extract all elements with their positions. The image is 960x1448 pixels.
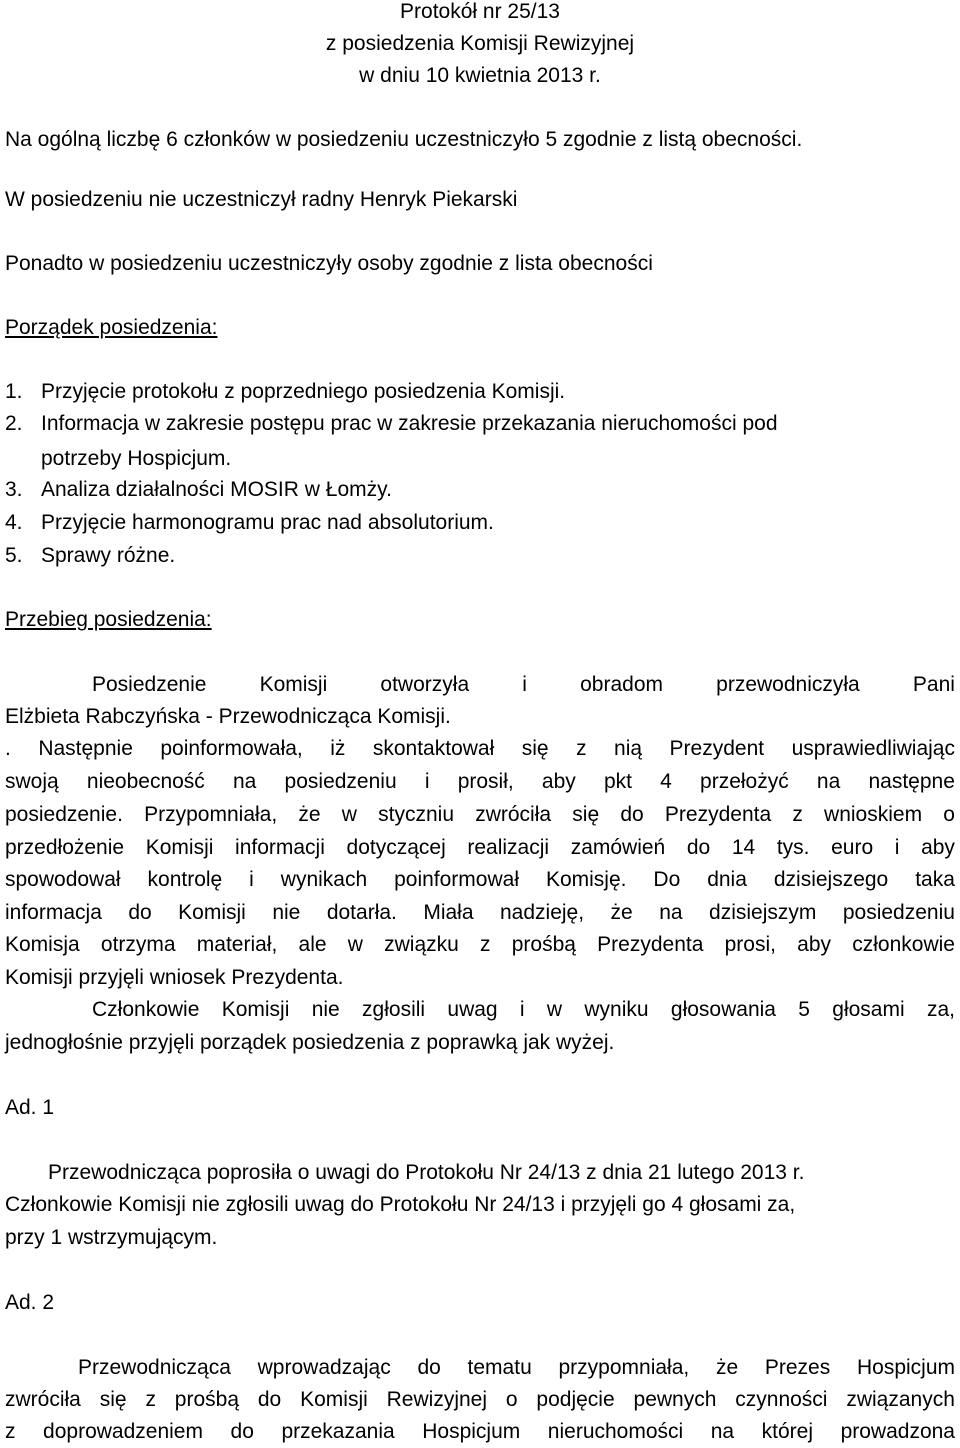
word: informacji — [235, 836, 325, 859]
word: spowodował — [5, 868, 121, 891]
word: z — [792, 803, 803, 826]
word: Prezydenta — [597, 933, 704, 956]
word: dotyczącej — [346, 836, 446, 859]
word: dzisiejszego — [773, 868, 889, 891]
word: na — [659, 901, 683, 924]
word: do — [417, 1356, 441, 1379]
word: prowadzona — [840, 1420, 955, 1443]
word: aby — [921, 836, 955, 859]
word: przełożyć — [700, 770, 789, 793]
word: i — [424, 770, 430, 793]
word: przedłożenie — [5, 836, 125, 859]
word: Przewodnicząca — [78, 1356, 231, 1379]
word: o — [943, 803, 955, 826]
word: nadzieję, — [500, 901, 585, 924]
word: posiedzeniu — [842, 901, 955, 924]
word: zgłosili — [362, 998, 426, 1021]
word: na — [233, 770, 257, 793]
word: z — [480, 933, 491, 956]
proceedings-heading: Przebieg posiedzenia: — [5, 608, 212, 631]
protocol-date: w dniu 10 kwietnia 2013 r. — [359, 64, 601, 87]
word: i — [519, 998, 525, 1021]
word: dzisiejszym — [709, 901, 817, 924]
word: tys. — [776, 836, 810, 859]
paragraph-line — [92, 998, 955, 1022]
word: wynikach — [280, 868, 368, 891]
word: Komisji — [300, 1388, 368, 1411]
agenda-item — [5, 412, 955, 436]
word: Posiedzenie — [92, 673, 207, 696]
word: się — [99, 1388, 127, 1411]
word: iż — [330, 737, 346, 760]
word: Komisji — [221, 998, 290, 1021]
word: Prezydenta — [664, 803, 772, 826]
word: tematu — [467, 1356, 532, 1379]
word: Przypomniała, — [144, 803, 278, 826]
word: Następnie — [38, 737, 133, 760]
word: Komisja — [5, 933, 80, 956]
word: Członkowie — [92, 998, 200, 1021]
word: się — [572, 803, 600, 826]
word: zwróciła — [5, 1388, 81, 1411]
word: głosami — [832, 998, 905, 1021]
word: przewodniczyła — [716, 673, 860, 696]
word: do — [620, 803, 644, 826]
agenda-item — [5, 511, 955, 535]
word: do — [257, 1388, 282, 1411]
paragraph-line — [5, 868, 955, 892]
section-heading-ad2: Ad. 2 — [5, 1291, 55, 1314]
word: podjęcie — [536, 1388, 615, 1411]
word: otrzyma — [100, 933, 176, 956]
word: zamówień — [570, 836, 666, 859]
paragraph-line: przy 1 wstrzymującym. — [5, 1226, 218, 1249]
word: na — [816, 770, 841, 793]
paragraph-line: jednogłośnie przyjęli porządek posiedzenia z poprawką jak wyżej. — [5, 1031, 615, 1054]
agenda-item-text: Informacja w zakresie postępu prac w zakresie przekazania nieruchomości pod — [41, 412, 778, 435]
word: za, — [926, 998, 955, 1021]
word: nią — [614, 737, 643, 760]
word: z — [5, 1420, 16, 1443]
word: Prezydent — [669, 737, 765, 760]
paragraph-line — [5, 770, 955, 794]
agenda-item — [5, 544, 955, 568]
word: kontrolę — [147, 868, 223, 891]
attendance-count: Na ogólną liczbę 6 członków w posiedzeniu uczestniczyło 5 zgodnie z listą obecności. — [5, 128, 803, 151]
word: Miała — [423, 901, 474, 924]
word: prosi, — [724, 933, 776, 956]
word: przypomniała, — [558, 1356, 690, 1379]
word: i — [249, 868, 254, 891]
word: obradom — [580, 673, 663, 696]
word: styczniu — [378, 803, 455, 826]
word: związku — [384, 933, 459, 956]
word: nieobecność — [86, 770, 205, 793]
word: aby — [797, 933, 832, 956]
word: 5 — [798, 998, 810, 1021]
word: aby — [541, 770, 576, 793]
word: . — [5, 737, 11, 760]
word: Prezes — [764, 1356, 831, 1379]
word: z — [576, 737, 587, 760]
word: dotarła. — [326, 901, 397, 924]
word: i — [894, 836, 900, 859]
word: nie — [272, 901, 301, 924]
word: głosowania — [670, 998, 776, 1021]
word: nie — [311, 998, 340, 1021]
word: i — [522, 673, 527, 696]
word: nieruchomości — [547, 1420, 684, 1443]
word: otworzyła — [380, 673, 470, 696]
agenda-item-number: 1. — [5, 380, 23, 403]
word: swoją — [5, 770, 59, 793]
paragraph-line — [5, 901, 955, 925]
protocol-title: Protokół nr 25/13 — [400, 0, 560, 23]
word: się — [521, 737, 549, 760]
word: informacja — [5, 901, 102, 924]
word: doprowadzeniem — [43, 1420, 203, 1443]
word: prośbą — [511, 933, 576, 956]
word: z — [145, 1388, 156, 1411]
agenda-item-number: 4. — [5, 511, 23, 534]
word: taka — [915, 868, 955, 891]
paragraph-line: Członkowie Komisji nie zgłosili uwag do Protokołu Nr 24/13 i przyjęli go 4 głosami za, — [5, 1193, 796, 1216]
word: czynności — [735, 1388, 828, 1411]
word: na — [710, 1420, 735, 1443]
agenda-item-number: 2. — [5, 412, 23, 435]
word: pewnych — [633, 1388, 717, 1411]
word: Komisji — [259, 673, 328, 696]
word: przekazania — [281, 1420, 395, 1443]
word: prosił, — [457, 770, 514, 793]
agenda-item-text: Sprawy różne. — [41, 544, 176, 567]
word: o — [505, 1388, 518, 1411]
agenda-item — [5, 380, 955, 404]
word: w — [347, 933, 363, 956]
word: Pani — [912, 673, 955, 696]
paragraph-line — [5, 933, 955, 957]
word: że — [715, 1356, 739, 1379]
word: do — [128, 901, 152, 924]
word: prośbą — [174, 1388, 240, 1411]
word: uwag — [447, 998, 498, 1021]
word: Hospicjum — [422, 1420, 521, 1443]
word: do — [686, 836, 711, 859]
agenda-item-continuation: potrzeby Hospicjum. — [41, 447, 232, 470]
word: wnioskiem — [824, 803, 923, 826]
agenda-item-text: Analiza działalności MOSIR w Łomży. — [41, 478, 392, 501]
word: wprowadzając — [257, 1356, 391, 1379]
word: członkowie — [852, 933, 955, 956]
agenda-item — [5, 478, 955, 502]
word: wyniku — [584, 998, 649, 1021]
word: poinformował — [394, 868, 519, 891]
word: dnia — [707, 868, 747, 891]
paragraph-line: Komisji przyjęli wniosek Prezydenta. — [5, 966, 344, 989]
word: że — [298, 803, 321, 826]
word: posiedzenie. — [5, 803, 123, 826]
protocol-subtitle: z posiedzenia Komisji Rewizyjnej — [325, 32, 635, 55]
paragraph-line: Elżbieta Rabczyńska - Przewodnicząca Komisji. — [5, 705, 451, 728]
word: że — [610, 901, 633, 924]
word: materiał, — [196, 933, 278, 956]
absent-member: W posiedzeniu nie uczestniczył radny Henryk Piekarski — [5, 188, 518, 211]
paragraph-line — [5, 1420, 955, 1444]
section-heading-ad1: Ad. 1 — [5, 1096, 55, 1119]
other-attendees: Ponadto w posiedzeniu uczestniczyły osoby zgodnie z lista obecności — [5, 252, 653, 275]
agenda-item-text: Przyjęcie harmonogramu prac nad absolutorium. — [41, 511, 494, 534]
agenda-item-number: 3. — [5, 478, 23, 501]
word: zwróciła — [475, 803, 552, 826]
word: posiedzeniu — [284, 770, 397, 793]
word: skontaktował — [372, 737, 495, 760]
word: usprawiedliwiając — [791, 737, 955, 760]
paragraph-line — [92, 673, 955, 697]
word: Rewizyjnej — [386, 1388, 488, 1411]
word: 14 — [731, 836, 756, 859]
word: Hospicjum — [856, 1356, 955, 1379]
word: następne — [868, 770, 955, 793]
word: realizacji — [467, 836, 550, 859]
word: której — [761, 1420, 814, 1443]
agenda-heading: Porządek posiedzenia: — [5, 316, 218, 339]
paragraph-line — [5, 737, 955, 761]
word: poinformowała, — [160, 737, 303, 760]
agenda-item-number: 5. — [5, 544, 23, 567]
word: Komisji — [145, 836, 214, 859]
word: Komisję. — [545, 868, 627, 891]
paragraph-line — [5, 836, 955, 860]
word: w — [341, 803, 357, 826]
agenda-item-text: Przyjęcie protokołu z poprzedniego posiedzenia Komisji. — [41, 380, 566, 403]
word: 4 — [660, 770, 672, 793]
word: Komisji — [178, 901, 246, 924]
word: euro — [831, 836, 874, 859]
word: w — [546, 998, 563, 1021]
word: Do — [653, 868, 681, 891]
paragraph-line: Przewodnicząca poprosiła o uwagi do Protokołu Nr 24/13 z dnia 21 lutego 2013 r. — [48, 1161, 805, 1184]
paragraph-line — [5, 803, 955, 827]
word: do — [230, 1420, 254, 1443]
word: pkt — [603, 770, 632, 793]
word: związanych — [846, 1388, 955, 1411]
paragraph-line — [78, 1356, 955, 1380]
paragraph-line — [5, 1388, 955, 1412]
word: ale — [298, 933, 327, 956]
